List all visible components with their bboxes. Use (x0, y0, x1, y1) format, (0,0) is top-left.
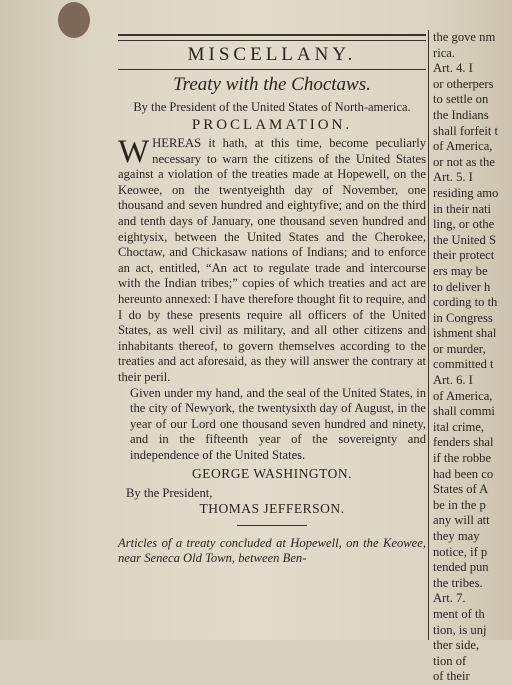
right-column-line: residing amo (433, 185, 499, 200)
body-text: HEREAS it hath, at this time, become peculiarly necessary to warn the citizens of the United States against a violation of the treaties made at Hopewell, on the Keowee, on the twentyeighth day of November, one thousand and seven hundred and eightyfive; and on the third and tenth days of January, one thousand seven hundred and eightysix, between the United States and the Cherokee, Choctaw, and Chickasaw nations of Indians; and to enforce an act, entitled, “An act to regulate trade and intercourse with the Indian tribes;” copies of which treaties and act are hereunto annexed: I have therefore thought fit to require, and I do by these presents require all officers of the United States, as well civil as military, and all other citizens and inhabitants thereof, to govern themselves according to the treaties and act aforesaid, as they will answer the contrary at their peril. (118, 136, 426, 384)
right-column-line: or not as the (433, 154, 495, 169)
by-the-president: By the President, (126, 486, 213, 501)
right-column-line: to settle on (433, 92, 489, 107)
right-column-line: tended pun (433, 560, 489, 575)
right-column-line: committed t (433, 357, 494, 372)
paper-hole (58, 2, 90, 38)
right-column-line: ital crime, (433, 419, 485, 434)
right-column-line: shall commi (433, 404, 495, 419)
right-column-line: ishment shal (433, 326, 497, 341)
articles-intro: Articles of a treaty concluded at Hopewell, on the Keowee, near Seneca Old Town, between Ben- (118, 536, 426, 566)
right-column-line: the Indians (433, 107, 489, 122)
right-column-line: the tribes. (433, 575, 483, 590)
right-column-line: in Congress (433, 310, 493, 325)
right-column-line: rica. (433, 45, 456, 60)
article-title: Treaty with the Choctaws. (173, 74, 371, 95)
right-column-line: any will att (433, 513, 490, 528)
right-column-line: of their (433, 669, 470, 684)
signature-secretary: THOMAS JEFFERSON. (199, 501, 345, 517)
right-column-line: be in the p (433, 497, 486, 512)
right-column-line: fenders shal (433, 435, 494, 450)
right-column-line: tion, is unj (433, 622, 487, 637)
right-column-line: or otherpers (433, 76, 494, 91)
top-rule (118, 34, 426, 41)
right-column-line: shall forfeit t (433, 123, 499, 138)
right-column-line: tion of (433, 653, 467, 668)
right-column (433, 30, 512, 685)
column-divider (428, 30, 429, 640)
right-column-line: the gove nm (433, 30, 496, 44)
right-column-line: in their nati (433, 201, 492, 216)
signature-president: GEORGE WASHINGTON. (192, 466, 352, 482)
title-rule (118, 69, 426, 70)
right-column-line: Art. 5. I (433, 170, 473, 185)
right-column-line: cording to th (433, 295, 498, 310)
proclamation-body (118, 136, 426, 386)
right-column-line: notice, if p (433, 544, 488, 559)
right-column-line: ers may be (433, 263, 488, 278)
right-column-line: to deliver h (433, 279, 491, 294)
drop-cap: W (118, 134, 150, 170)
right-column-line: of America, (433, 388, 493, 403)
right-column-line: Art. 6. I (433, 373, 473, 388)
right-column-line: if the robbe (433, 451, 492, 466)
right-column-line: ther side, (433, 638, 480, 653)
separator-rule (237, 525, 307, 526)
left-column (118, 34, 426, 566)
right-column-line: had been co (433, 466, 494, 481)
right-column-line: States of A (433, 482, 489, 497)
right-column-line: ment of th (433, 606, 485, 621)
right-column-line: Art. 4. I (433, 61, 473, 76)
section-title: MISCELLANY. (187, 44, 357, 65)
right-column-line: or murder, (433, 341, 486, 356)
right-column-line: Art. 7. (433, 591, 466, 606)
given-paragraph: Given under my hand, and the seal of the United States, in the city of Newyork, the twentysixth day of August, in the year of our Lord one thousand seven hundred and ninety, and in the fifteenth year of the sovereignty and independence of the United States. (130, 385, 426, 462)
right-column-line: ling, or othe (433, 217, 495, 232)
byline: By the President of the United States of North-america. (133, 100, 411, 114)
right-column-line: the United S (433, 232, 496, 247)
proclamation-heading: PROCLAMATION. (191, 117, 353, 133)
right-column-line: of America, (433, 139, 493, 154)
right-column-line: their protect (433, 248, 495, 263)
right-column-line: they may (433, 529, 480, 543)
